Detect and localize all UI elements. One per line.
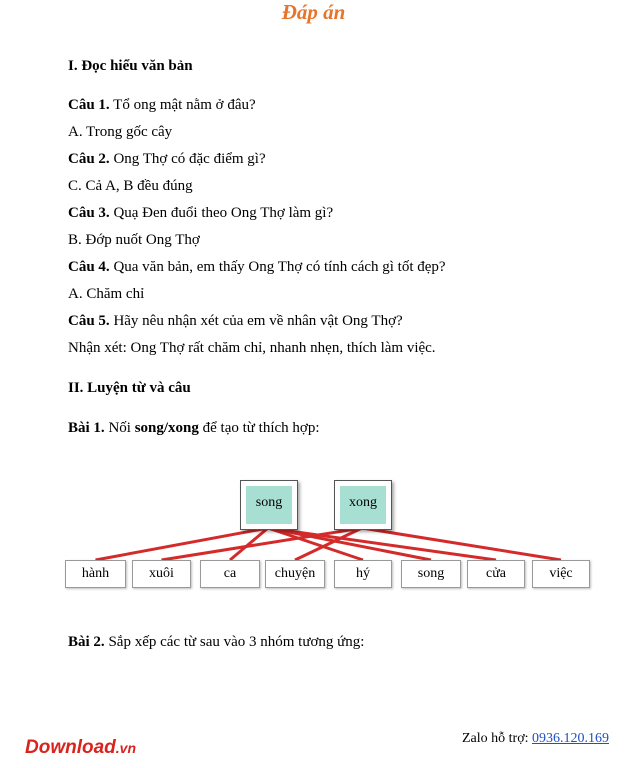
target-box-cua: cửa (467, 560, 525, 588)
zalo-label: Zalo hỗ trợ: (462, 731, 532, 746)
answer-3: B. Đớp nuốt Ong Thợ (68, 232, 200, 248)
logo-main: Download (25, 737, 116, 758)
question-2-text: Ong Thợ có đặc điểm gì? (109, 151, 266, 167)
question-1-label: Câu 1. (68, 97, 110, 113)
exercise-2 (68, 634, 364, 651)
answer-5: Nhận xét: Ong Thợ rất chăm chỉ, nhanh nhẹn, thích làm việc. (68, 340, 436, 356)
target-box-chuyen: chuyện (265, 560, 325, 588)
section2-heading: II. Luyện từ và câu (68, 380, 191, 396)
zalo-phone-link[interactable]: 0936.120.169 (532, 731, 609, 746)
answer-1: A. Trong gốc cây (68, 124, 173, 140)
question-3-label: Câu 3. (68, 205, 110, 221)
question-3-text: Quạ Đen đuổi theo Ong Thợ làm gì? (109, 205, 334, 221)
question-1-text: Tổ ong mật nằm ở đâu? (109, 97, 256, 113)
download-logo[interactable] (25, 737, 136, 759)
question-5-label: Câu 5. (68, 313, 110, 329)
source-label: xong (340, 486, 386, 524)
target-box-hanh: hành (65, 560, 126, 588)
logo-suffix: .vn (115, 740, 137, 756)
exercise-1-bold: song/xong (134, 420, 199, 436)
exercise-2-text: Sắp xếp các từ sau vào 3 nhóm tương ứng: (104, 634, 365, 650)
exercise-1-post: để tạo từ thích hợp: (198, 420, 320, 436)
answer-2: C. Cả A, B đều đúng (68, 178, 193, 194)
section1-heading: I. Đọc hiểu văn bản (68, 58, 193, 74)
source-box-xong (334, 480, 392, 530)
target-box-viec: việc (532, 560, 590, 588)
target-box-hy: hý (334, 560, 392, 588)
connection-song-hành (96, 528, 269, 560)
source-box-song (240, 480, 298, 530)
source-label: song (246, 486, 292, 524)
question-5-text: Hãy nêu nhận xét của em về nhân vật Ong Thợ? (109, 313, 403, 329)
target-box-song: song (401, 560, 461, 588)
exercise-2-label: Bài 2. (68, 634, 105, 650)
question-4-text: Qua văn bản, em thấy Ong Thợ có tính cách gì tốt đẹp? (109, 259, 446, 275)
exercise-1-label: Bài 1. (68, 420, 105, 436)
question-4-label: Câu 4. (68, 259, 110, 275)
zalo-support (462, 731, 609, 747)
answer-4: A. Chăm chỉ (68, 286, 145, 302)
page-title: Đáp án (281, 0, 346, 24)
target-box-ca: ca (200, 560, 260, 588)
target-box-xuoi: xuôi (132, 560, 191, 588)
question-2-label: Câu 2. (68, 151, 110, 167)
exercise-1-pre: Nối (104, 420, 135, 436)
